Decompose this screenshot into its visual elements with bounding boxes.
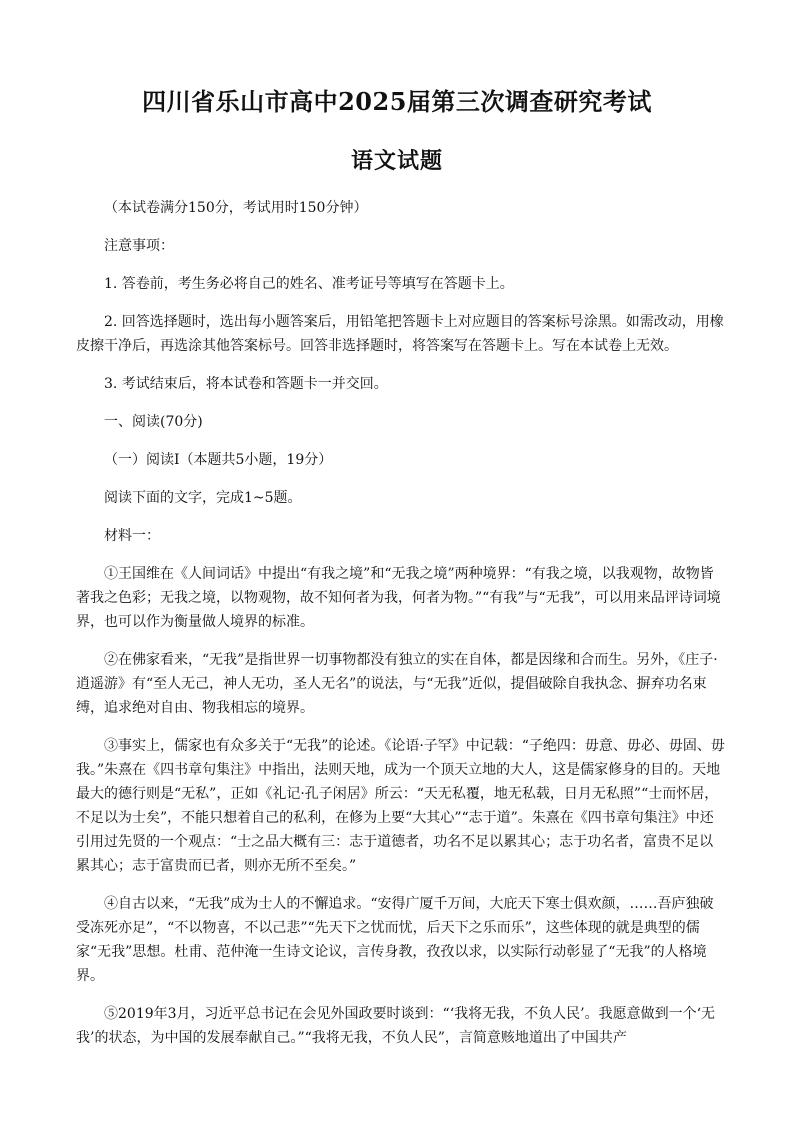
section-heading: 一、阅读(70分) [104,414,203,430]
notice-item-1: 1. 答卷前，考生务必将自己的姓名、准考证号等填写在答题卡上。 [104,276,514,292]
section-subheading: （一）阅读Ⅰ（本题共5小题，19分） [104,452,333,468]
material-paragraph-1: ①王国维在《人间词话》中提出“有我之境”和“无我之境”两种境界：“有我之境，以我观物，故物皆著我之色彩；无我之境，以物观物，故不知何者为我，何者为物。”“有我”与“无我”，可以用来品评诗词境界，也可以作为衡量做人境界的标准。 [76,566,721,630]
material-label: 材料一： [104,528,160,544]
notice-item-3: 3. 考试结束后，将本试卷和答题卡一并交回。 [104,376,388,392]
material-paragraph-2: ②在佛家看来，“无我”是指世界一切事物都没有独立的实在自体，都是因缘和合而生。另外，《庄子·逍遥游》有“至人无己，神人无功，圣人无名”的说法，与“无我”近似，提倡破除自我执念、摒弃功名束缚，追求绝对自由、物我相忘的境界。 [76,652,718,716]
exam-body [76,196,726,1064]
reading-instruction: 阅读下面的文字，完成1~5题。 [104,490,302,506]
notice-item-2: 2. 回答选择题时，选出每小题答案后，用铅笔把答题卡上对应题目的答案标号涂黑。如需改动，用橡皮擦干净后，再选涂其他答案标号。回答非选择题时，将答案写在答题卡上。写在本试卷上无效。 [76,314,724,354]
exam-title: 四川省乐山市高中2025届第三次调查研究考试 [142,87,652,116]
exam-subtitle: 语文试题 [350,148,443,174]
score-note: （本试卷满分150分，考试用时150分钟） [104,200,368,216]
material-paragraph-3: ③事实上，儒家也有众多关于“无我”的论述。《论语·子罕》中记载：“子绝四：毋意、毋必、毋固、毋我。”朱熹在《四书章句集注》中指出，法则天地，成为一个顶天立地的大人，这是儒家修身的目的。天地最大的德行则是“无私”，正如《礼记·孔子闲居》所云：“天无私覆，地无私载，日月无私照”“士而怀居，不足以为士矣”，不能只想着自己的私利，在修为上要“大其心”“志于道”。朱熹在《四书章句集注》中还引用过先贤的一个观点：“士之品大概有三：志于道德者，功名不足以累其心；志于功名者，富贵不足以累其心；志于富贵而已者，则亦无所不至矣。” [76,738,725,874]
material-paragraph-4: ④自古以来，“无我”成为士人的不懈追求。“安得广厦千万间，大庇天下寒士俱欢颜，……吾庐独破受冻死亦足”，“不以物喜，不以己悲”“先天下之忧而忧，后天下之乐而乐”，这些体现的就是典型的儒家“无我”思想。杜甫、范仲淹一生诗文论议，言传身教，孜孜以求，以实际行动彰显了“无我”的人格境界。 [76,896,714,984]
notice-heading: 注意事项： [104,238,174,254]
material-paragraph-5: ⑤2019年3月，习近平总书记在会见外国政要时谈到：“‘我将无我，不负人民’。我愿意做到一个‘无我’的状态，为中国的发展奉献自己。”“我将无我，不负人民”，言简意赅地道出了中国共产 [76,1006,716,1046]
